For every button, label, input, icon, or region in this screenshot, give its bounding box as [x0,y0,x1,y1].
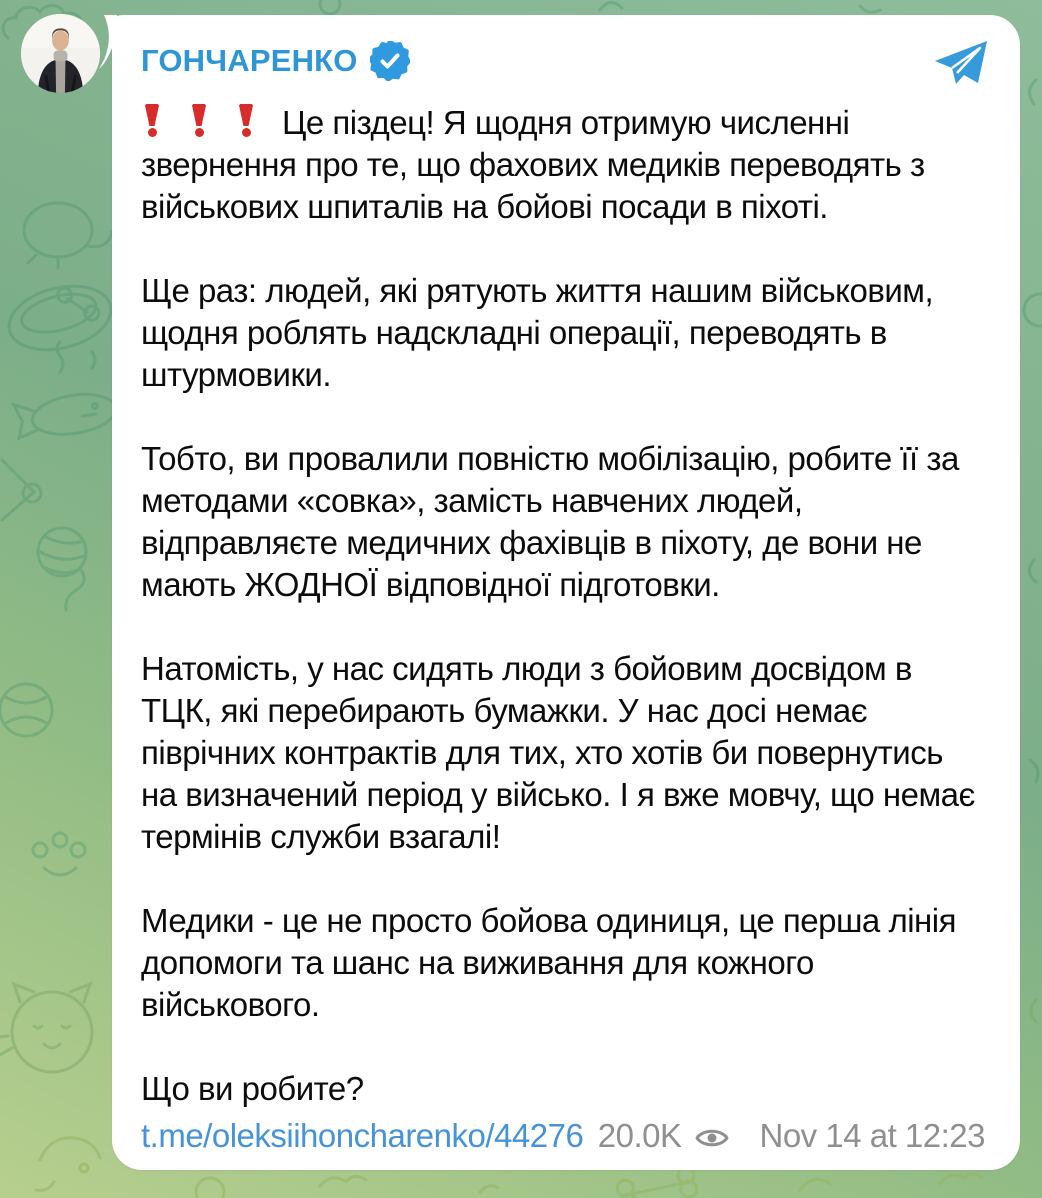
timestamp: Nov 14 at 12:23 [759,1117,985,1154]
exclamation-icon [145,104,159,137]
message-paragraph: Тобто, ви провалили повністю мобілізацію, робите її за методами «совка», замість навчених людей, відправляєте медичних фахівців в піхоту, де вони не мають ЖОДНОЇ відповідної підготовки. [141,440,959,603]
channel-header [141,42,985,80]
exclamation-icon [239,104,253,137]
message-text [141,102,985,1110]
paragraph-text: Це піздец! Я щодня отримую численні звернення про те, що фахових медиків переводять з військових шпиталів на бойові посади в піхоті. [141,104,925,225]
message-paragraph: Що ви робите? [141,1070,364,1107]
post-link[interactable]: t.me/oleksiihoncharenko/44276 [141,1117,584,1154]
message-bubble [112,15,1020,1170]
message-paragraph: Ще раз: людей, які рятують життя нашим військовим, щодня роблять надскладні операції, переводять в штурмовики. [141,272,934,393]
post-meta [598,1117,985,1155]
channel-avatar[interactable] [21,14,100,93]
eye-icon [694,1125,730,1151]
exclamation-icon [192,104,206,137]
post-footer [141,1114,985,1158]
message-paragraph: Натомість, у нас сидять люди з бойовим досвідом в ТЦК, які перебирають бумажки. У нас досі немає піврічних контрактів для тих, хто хотів би повернутись на визначений період у військо. І я вже мовчу, що немає термінів служби взагалі! [141,650,975,855]
avatar-person-image [21,14,100,93]
message-paragraph: Медики - це не просто бойова одиниця, це перша лінія допомоги та шанс на виживання для кожного військового. [141,902,956,1023]
views-count: 20.0K [597,1117,682,1154]
verified-badge-icon [370,41,410,81]
channel-name[interactable]: ГОНЧАРЕНКО [141,43,358,78]
message-paragraph [141,102,985,228]
bubble-tail [99,14,117,72]
telegram-plane-icon[interactable] [933,39,989,87]
